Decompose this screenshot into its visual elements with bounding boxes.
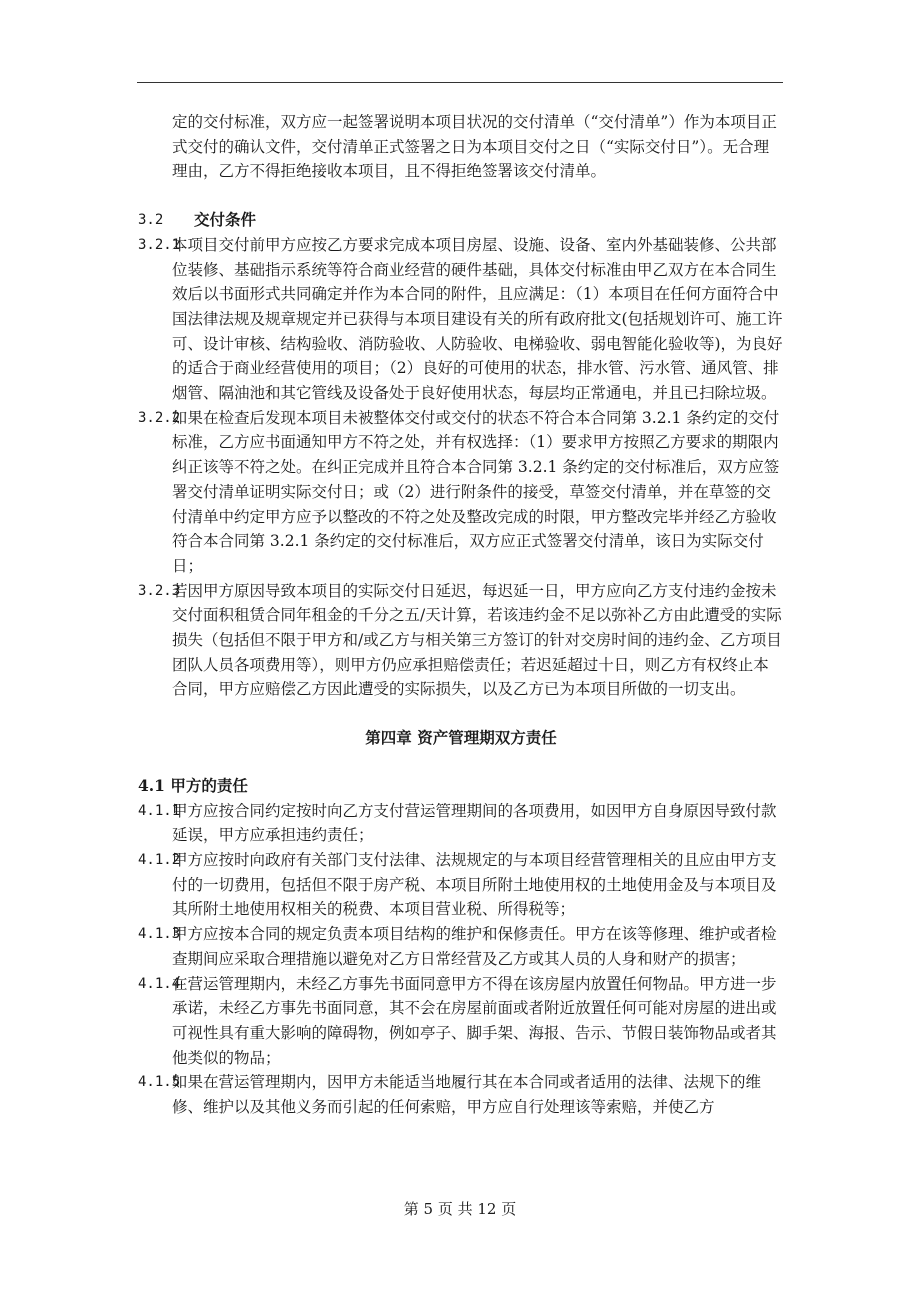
clause-3-2-1 <box>138 233 784 406</box>
section-4-1-heading: 4.1 甲方的责任 <box>138 775 248 795</box>
clause-3-2-2 <box>138 406 784 579</box>
continuation-paragraph: 定的交付标准，双方应一起签署说明本项目状况的交付清单（“交付清单”）作为本项目正式交付的确认文件，交付清单正式签署之日为本项目交付之日（“实际交付日”）。无合理理由，乙方不得拒绝接收本项目，且不得拒绝签署该交付清单。 <box>172 113 777 181</box>
clause-number: 3.2.3 <box>138 582 181 599</box>
clause-text: 甲方应按本合同的规定负责本项目结构的维护和保修责任。甲方在该等修理、维护或者检查期间应采取合理措施以避免对乙方日常经营及乙方或其人员的人身和财产的损害； <box>172 925 777 968</box>
clause-4-1-1 <box>138 799 784 848</box>
clause-3-2-3 <box>138 579 784 703</box>
clause-number: 4.1.1 <box>138 802 181 819</box>
clause-number: 4.1.2 <box>138 851 181 868</box>
clause-4-1-3 <box>138 922 784 971</box>
clause-text: 如果在检查后发现本项目未被整体交付或交付的状态不符合本合同第 3.2.1 条约定的交付标准，乙方应书面通知甲方不符之处，并有权选择：（1）要求甲方按照乙方要求的期限内纠正该等不符之处。在纠正完成并且符合本合同第 3.2.1 条约定的交付标准后，双方应签署交付清单证明实际交付日；或（2）进行附条件的接受，草签交付清单，并在草签的交付清单中约定甲方应予以整改的不符之处及整改完成的时限，甲方整改完毕并经乙方验收符合本合同第 3.2.1 条约定的交付标准后，双方应正式签署交付清单，该日为实际交付日； <box>172 408 780 575</box>
clause-number: 4.1.3 <box>138 926 181 943</box>
section-3-2-heading <box>138 208 784 233</box>
clause-number: 3.2.2 <box>138 409 181 426</box>
header-rule <box>137 82 783 83</box>
chapter-title: 第四章 资产管理期双方责任 <box>365 728 557 748</box>
clause-4-1-4 <box>138 972 784 1071</box>
clause-text: 本项目交付前甲方应按乙方要求完成本项目房屋、设施、设备、室内外基础装修、公共部位装修、基础指示系统等符合商业经营的硬件基础，具体交付标准由甲乙双方在本合同生效后以书面形式共同确定并作为本合同的附件，且应满足：（1）本项目在任何方面符合中国法律法规及规章规定并已获得与本项目建设有关的所有政府批文(包括规划许可、施工许可、设计审核、结构验收、消防验收、人防验收、电梯验收、弱电智能化验收等)，为良好的适合于商业经营使用的项目；（2）良好的可使用的状态，排水管、污水管、通风管、排烟管、隔油池和其它管线及设备处于良好使用状态，每层均正常通电，并且已扫除垃圾。 <box>172 235 783 403</box>
clause-text: 若因甲方原因导致本项目的实际交付日延迟，每迟延一日，甲方应向乙方支付违约金按未交付面积租赁合同年租金的千分之五/天计算，若该违约金不足以弥补乙方由此遭受的实际损失（包括但不限于甲方和/或乙方与相关第三方签订的针对交房时间的违约金、乙方项目团队人员各项费用等），则甲方仍应承担赔偿责任；若迟延超过十日，则乙方有权终止本合同，甲方应赔偿乙方因此遭受的实际损失，以及乙方已为本项目所做的一切支出。 <box>172 581 782 699</box>
clause-text: 甲方应按时向政府有关部门支付法律、法规规定的与本项目经营管理相关的且应由甲方支付的一切费用，包括但不限于房产税、本项目所附土地使用权的土地使用金及与本项目及其所附土地使用权相关的税费、本项目营业税、所得税等； <box>172 850 777 919</box>
document-body <box>138 110 784 1120</box>
clause-number: 3.2.1 <box>138 236 181 253</box>
clause-4-1-2 <box>138 848 784 922</box>
section-title: 交付条件 <box>194 210 257 230</box>
clause-text: 如果在营运管理期内，因甲方未能适当地履行其在本合同或者适用的法律、法规下的维修、维护以及其他义务而引起的任何索赔，甲方应自行处理该等索赔，并使乙方 <box>172 1073 762 1117</box>
section-number: 3.2 <box>138 212 164 229</box>
clause-text: 在营运管理期内，未经乙方事先书面同意甲方不得在该房屋内放置任何物品。甲方进一步承诺，未经乙方事先书面同意，其不会在房屋前面或者附近放置任何可能对房屋的进出或可视性具有重大影响的障碍物，例如亭子、脚手架、海报、告示、节假日装饰物品或者其他类似的物品； <box>172 974 777 1067</box>
clause-4-1-5 <box>138 1070 784 1119</box>
clause-text: 甲方应按合同约定按时向乙方支付营运管理期间的各项费用，如因甲方自身原因导致付款延误，甲方应承担违约责任； <box>172 801 777 845</box>
clause-number: 4.1.4 <box>138 975 181 992</box>
page-footer: 第 5 页 共 12 页 <box>403 1200 517 1218</box>
clause-number: 4.1.5 <box>138 1074 181 1091</box>
